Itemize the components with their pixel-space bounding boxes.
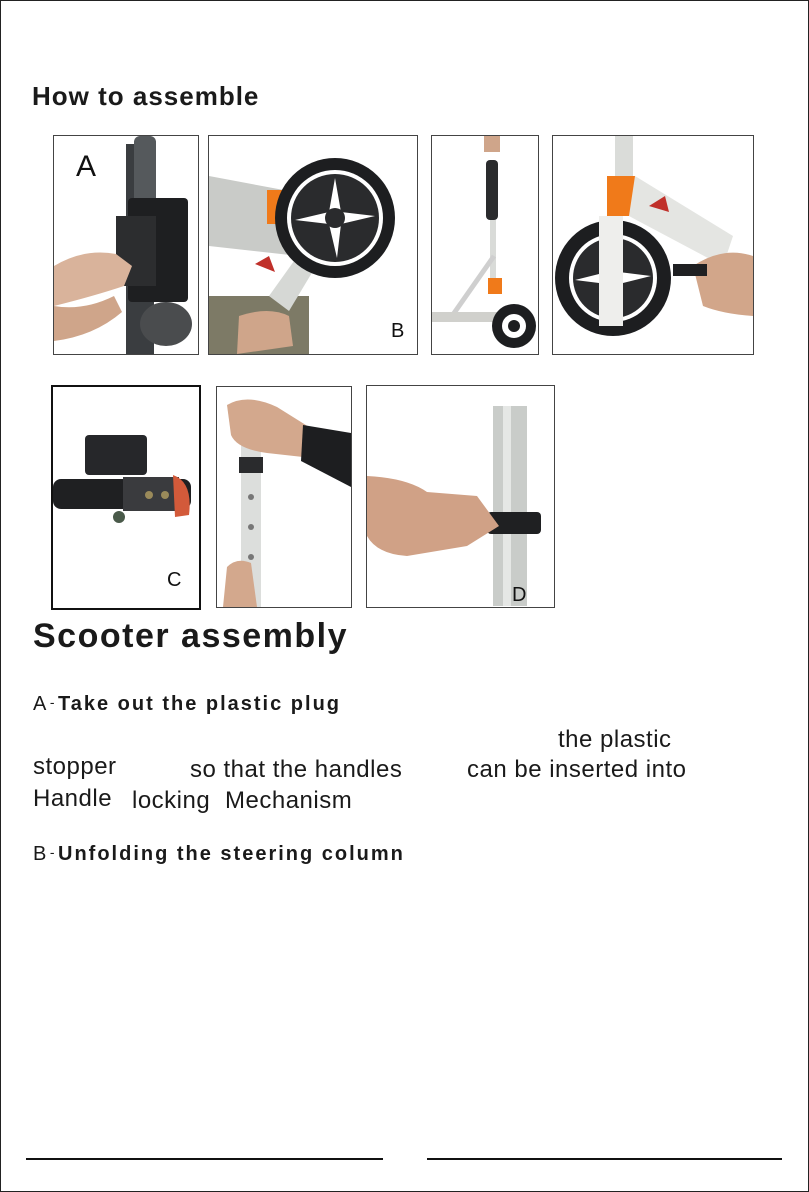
wheel-latch-illustration [553,136,753,354]
step-a-frag-the-plastic: the plastic [558,726,672,753]
photo-c-label: C [167,569,182,591]
step-b-dash: - [49,844,57,860]
photo-wheel-latch [552,135,754,355]
photo-scooter-full [431,135,539,355]
step-a-dash: - [49,694,57,710]
step-b-heading [33,843,405,866]
photo-d-label: D [512,584,527,606]
scooter-full-illustration [432,136,538,354]
section-title: Scooter assembly [33,617,349,655]
step-a-frag-locking: locking [132,787,211,814]
photo-b-illustration [209,136,417,354]
footer-rule-left [26,1158,383,1160]
photo-b [208,135,418,355]
step-a-frag-handles: so that the handles [190,756,403,783]
photo-d-illustration [367,386,554,607]
photo-b-label: B [391,320,405,342]
step-b-letter: B [33,843,48,865]
step-a-frag-stopper: stopper [33,753,117,780]
photo-a-label: A [76,150,97,183]
step-a-frag-mechanism: Mechanism [225,787,353,814]
step-a-heading [33,693,341,716]
photo-handle-insert [216,386,352,608]
step-a-letter: A [33,693,48,715]
step-a-frag-handle: Handle [33,785,113,812]
step-a-heading-text: Take out the plastic plug [58,693,342,715]
photo-c [51,385,201,610]
photo-d [366,385,555,608]
step-a-frag-inserted: can be inserted into [467,756,687,783]
page-title: How to assemble [32,81,260,111]
photo-a [53,135,199,355]
step-b-heading-text: Unfolding the steering column [58,843,405,865]
handle-insert-illustration [217,387,351,607]
footer-rule-right [427,1158,782,1160]
